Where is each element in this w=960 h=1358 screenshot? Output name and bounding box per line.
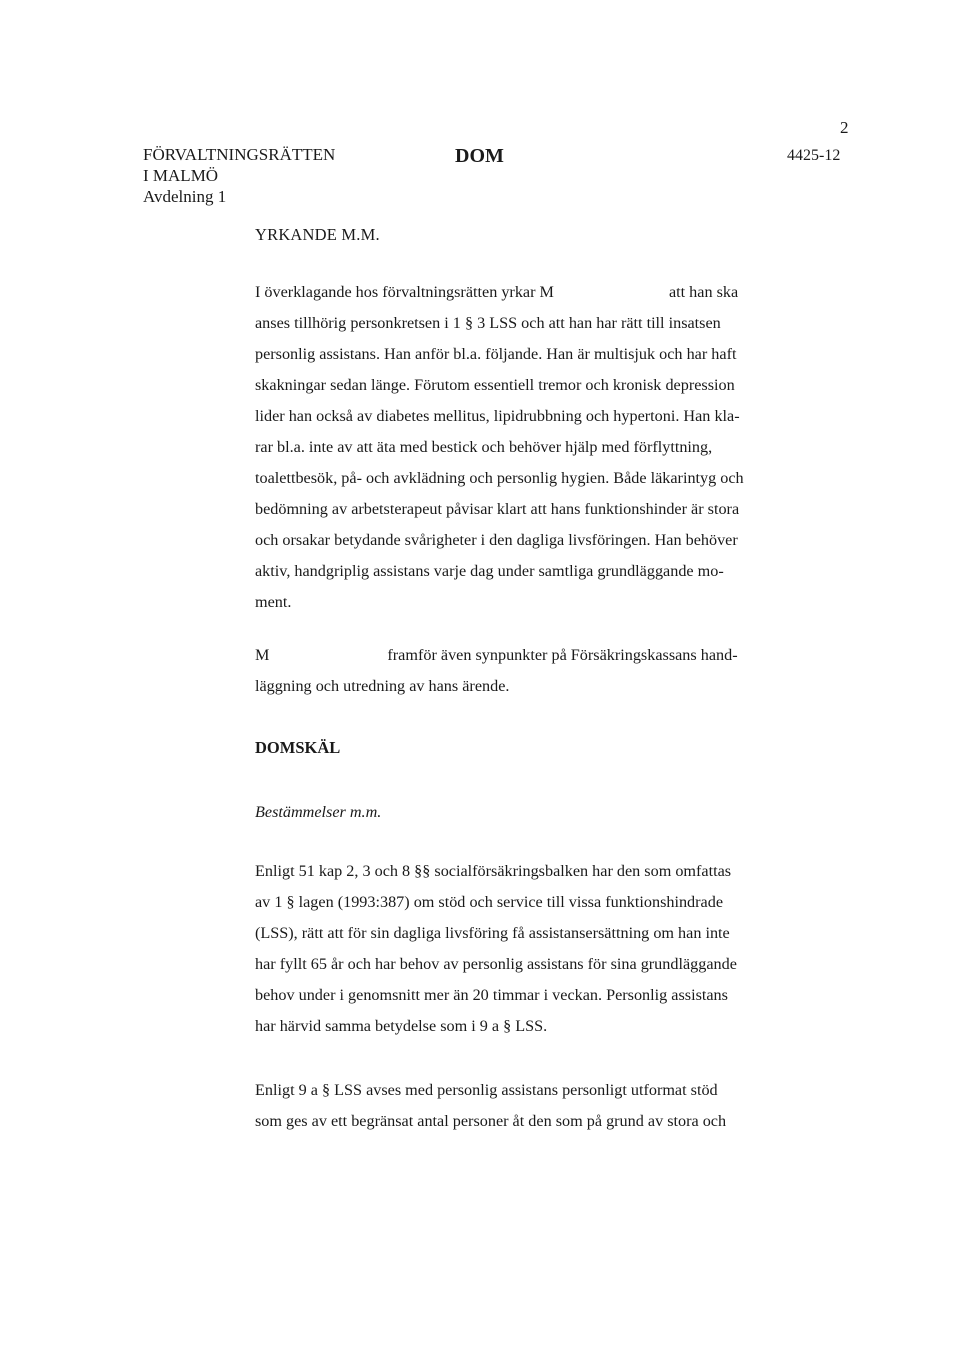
document-type: DOM <box>455 145 504 167</box>
paragraph-line: anses tillhörig personkretsen i 1 § 3 LSS och att han har rätt till insatsen <box>255 314 721 332</box>
paragraph-line: läggning och utredning av hans ärende. <box>255 677 510 695</box>
paragraph-line: toalettbesök, på- och avklädning och personlig hygien. Både läkarintyg och <box>255 469 744 487</box>
paragraph-line: Enligt 51 kap 2, 3 och 8 §§ socialförsäkringsbalken har den som omfattas <box>255 862 732 880</box>
paragraph-line: har fyllt 65 år och har behov av personlig assistans för sina grundläggande <box>255 955 737 973</box>
paragraph-line: I överklagande hos förvaltningsrätten yrkar M att han ska <box>255 283 739 301</box>
court-division: Avdelning 1 <box>143 187 227 206</box>
yrkande-heading: YRKANDE M.M. <box>255 225 380 244</box>
paragraph-line: (LSS), rätt att för sin dagliga livsföring få assistansersättning om han inte <box>255 924 730 942</box>
paragraph-line: av 1 § lagen (1993:387) om stöd och service till vissa funktionshindrade <box>255 893 723 911</box>
paragraph-line: skakningar sedan länge. Förutom essentiell tremor och kronisk depression <box>255 376 735 394</box>
court-name-line2: I MALMÖ <box>143 166 219 185</box>
court-name-line1: FÖRVALTNINGSRÄTTEN <box>143 145 336 164</box>
enligt-9a-paragraph <box>255 1075 775 1137</box>
domskal-heading: DOMSKÄL <box>255 738 341 757</box>
case-number: 4425-12 <box>787 147 841 164</box>
paragraph-line: har härvid samma betydelse som i 9 a § LSS. <box>255 1017 548 1035</box>
court-name <box>143 144 335 207</box>
paragraph-line: rar bl.a. inte av att äta med bestick och behöver hjälp med förflyttning, <box>255 438 713 456</box>
paragraph-line: och orsakar betydande svårigheter i den dagliga livsföringen. Han behöver <box>255 531 738 549</box>
paragraph-line: som ges av ett begränsat antal personer åt den som på grund av stora och <box>255 1112 727 1130</box>
enligt-51-paragraph <box>255 856 775 1042</box>
paragraph-line: Enligt 9 a § LSS avses med personlig assistans personligt utformat stöd <box>255 1081 718 1099</box>
page-number: 2 <box>840 118 849 137</box>
paragraph-line: aktiv, handgriplig assistans varje dag under samtliga grundläggande mo- <box>255 562 724 580</box>
yrkande-paragraph <box>255 277 775 618</box>
paragraph-line: lider han också av diabetes mellitus, lipidrubbning och hypertoni. Han kla- <box>255 407 740 425</box>
paragraph-line: M framför även synpunkter på Försäkringskassans hand- <box>255 646 738 664</box>
paragraph-line: bedömning av arbetsterapeut påvisar klart att hans funktionshinder är stora <box>255 500 740 518</box>
framfor-paragraph <box>255 640 775 702</box>
bestammelser-subheading: Bestämmelser m.m. <box>255 803 382 821</box>
paragraph-line: behov under i genomsnitt mer än 20 timmar i veckan. Personlig assistans <box>255 986 728 1004</box>
paragraph-line: personlig assistans. Han anför bl.a. följande. Han är multisjuk och har haft <box>255 345 737 363</box>
paragraph-line: ment. <box>255 593 292 611</box>
